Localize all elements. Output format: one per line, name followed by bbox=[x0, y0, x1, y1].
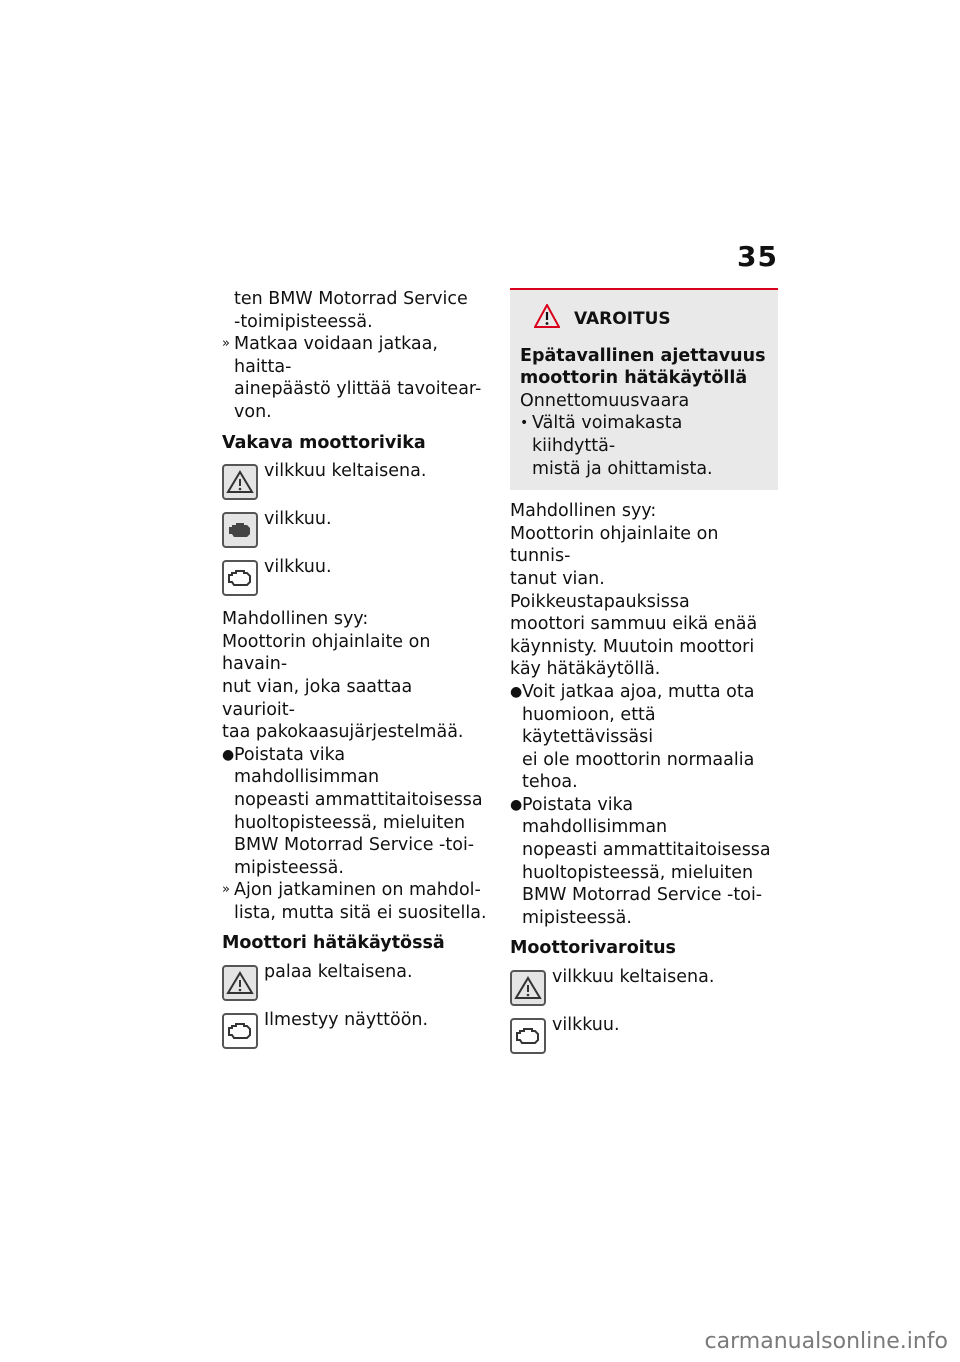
indicator-text: vilkkuu keltaisena. bbox=[264, 461, 427, 482]
bullet-icon: ● bbox=[510, 683, 523, 700]
indicator-text: vilkkuu. bbox=[264, 557, 332, 578]
left-column bbox=[222, 288, 490, 1051]
indicator-text: palaa keltaisena. bbox=[264, 962, 413, 983]
indicator-text: vilkkuu keltaisena. bbox=[552, 967, 715, 988]
cause-label: Mahdollinen syy: bbox=[510, 501, 657, 522]
bullet-icon: ● bbox=[510, 796, 523, 813]
engine-icon bbox=[222, 512, 258, 548]
text-line: nut vian, joka saattaa vaurioit- bbox=[222, 676, 413, 720]
warning-triangle-icon bbox=[222, 965, 258, 1001]
text-line: von. bbox=[234, 401, 272, 422]
engine-outline-icon bbox=[222, 1013, 258, 1049]
cause-text bbox=[510, 523, 778, 681]
text-line: Matkaa voidaan jatkaa, haitta- bbox=[234, 334, 438, 377]
warning-heading bbox=[520, 345, 768, 390]
text-line: käy hätäkäytöllä. bbox=[510, 659, 661, 680]
warning-title-text: VAROITUS bbox=[574, 309, 671, 329]
warning-title bbox=[520, 304, 768, 335]
result-item bbox=[222, 879, 490, 924]
text-line: Moottorin ohjainlaite on havain- bbox=[222, 631, 431, 675]
text-line: moottori sammuu eikä enää bbox=[510, 614, 758, 635]
text-line: moottorin hätäkäytöllä bbox=[520, 368, 748, 389]
indicator-text: Ilmestyy näyttöön. bbox=[264, 1010, 429, 1031]
text-line: Voit jatkaa ajoa, mutta ota bbox=[522, 681, 755, 702]
text-line: Vältä voimakasta kiihdyttä- bbox=[532, 413, 683, 456]
bullet-icon: • bbox=[520, 415, 529, 432]
footer-watermark: carmanualsonline.info bbox=[704, 1329, 948, 1354]
text-line: -toimipisteessä. bbox=[234, 311, 373, 332]
indicator-text: vilkkuu. bbox=[552, 1015, 620, 1036]
text-line: huoltopisteessä, mieluiten bbox=[234, 812, 466, 833]
text-line: Epätavallinen ajettavuus bbox=[520, 345, 766, 366]
indicator-row bbox=[222, 556, 490, 598]
indicator-row bbox=[510, 1014, 778, 1056]
result-arrow-icon: » bbox=[222, 882, 230, 898]
page-number: 35 bbox=[737, 240, 778, 273]
text-line: lista, mutta sitä ei suositella. bbox=[234, 902, 487, 923]
warning-box bbox=[510, 288, 778, 490]
text-line: Ajon jatkaminen on mahdol- bbox=[234, 880, 481, 901]
indicator-row bbox=[222, 460, 490, 502]
result-arrow-icon: » bbox=[222, 336, 230, 352]
text-line: BMW Motorrad Service -toi- bbox=[522, 885, 763, 906]
bullet-icon: ● bbox=[222, 746, 235, 763]
text-line: mipisteessä. bbox=[522, 907, 632, 928]
text-line: ten BMW Motorrad Service bbox=[234, 289, 468, 309]
text-line: Poistata vika mahdollisimman bbox=[522, 794, 668, 838]
indicator-row bbox=[222, 961, 490, 1003]
text-line: mipisteessä. bbox=[234, 857, 344, 878]
bullet-item bbox=[510, 681, 778, 794]
warning-triangle-icon bbox=[222, 464, 258, 500]
section-heading: Vakava moottorivika bbox=[222, 432, 426, 453]
text-line: mistä ja ohittamista. bbox=[532, 458, 713, 479]
text-line: BMW Motorrad Service -toi- bbox=[234, 835, 475, 856]
text-line: taa pakokaasujärjestelmää. bbox=[222, 722, 464, 743]
text-line: Poistata vika mahdollisimman bbox=[234, 744, 380, 788]
warning-bullet bbox=[520, 412, 768, 480]
section-heading: Moottori hätäkäytössä bbox=[222, 933, 445, 954]
intro-text bbox=[222, 288, 490, 333]
section-heading: Moottorivaroitus bbox=[510, 938, 676, 959]
indicator-row bbox=[222, 1009, 490, 1051]
text-line: tehoa. bbox=[522, 772, 578, 793]
right-column bbox=[510, 288, 778, 1056]
engine-outline-icon bbox=[510, 1018, 546, 1054]
indicator-row bbox=[510, 966, 778, 1008]
cause-text bbox=[222, 631, 490, 744]
text-line: ei ole moottorin normaalia bbox=[522, 749, 755, 770]
text-line: nopeasti ammattitaitoisessa bbox=[522, 840, 771, 861]
engine-outline-icon bbox=[222, 560, 258, 596]
text-line: ainepäästö ylittää tavoitear- bbox=[234, 379, 482, 400]
warning-triangle-icon bbox=[510, 970, 546, 1006]
text-line: käynnisty. Muutoin moottori bbox=[510, 636, 755, 657]
indicator-row bbox=[222, 508, 490, 550]
text-line: huomioon, että käytettävissäsi bbox=[522, 704, 656, 748]
bullet-item bbox=[222, 744, 490, 880]
cause-label: Mahdollinen syy: bbox=[222, 609, 369, 630]
caution-icon bbox=[534, 304, 560, 335]
indicator-text: vilkkuu. bbox=[264, 509, 332, 530]
text-line: Moottorin ohjainlaite on tunnis- bbox=[510, 523, 719, 567]
result-item bbox=[222, 333, 490, 423]
warning-subtitle: Onnettomuusvaara bbox=[520, 390, 690, 411]
text-line: huoltopisteessä, mieluiten bbox=[522, 862, 754, 883]
text-line: tanut vian. Poikkeustapauksissa bbox=[510, 568, 690, 612]
bullet-item bbox=[510, 794, 778, 930]
text-line: nopeasti ammattitaitoisessa bbox=[234, 789, 483, 810]
